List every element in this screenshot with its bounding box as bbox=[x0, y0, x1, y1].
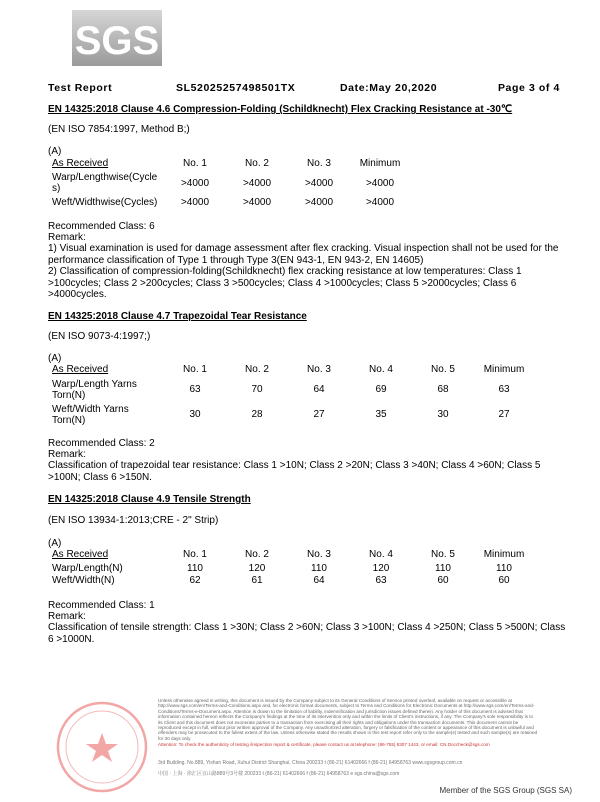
column-header: No. 4 bbox=[369, 549, 393, 560]
report-number: SL52025257498501TX bbox=[176, 82, 296, 94]
column-header: No. 5 bbox=[431, 549, 455, 560]
table-cell: 120 bbox=[248, 563, 266, 574]
table-cell: 60 bbox=[437, 575, 449, 586]
table-cell: 120 bbox=[372, 563, 390, 574]
column-header: Minimum bbox=[483, 364, 525, 375]
attention-text: Attention: To check the authenticity of testing /inspection report & certificate, please contact us at telephone: (86-755) 8307 1443, or email: CN.Doccheck@sgs.com bbox=[158, 742, 490, 748]
table-cell: 63 bbox=[375, 575, 387, 586]
table-cell: >4000 bbox=[180, 178, 210, 189]
test-method: (EN ISO 13934-1:2013;CRE - 2" Strip) bbox=[48, 515, 219, 526]
column-header: No. 2 bbox=[245, 549, 269, 560]
report-label: Test Report bbox=[48, 82, 113, 94]
table-cell: >4000 bbox=[180, 197, 210, 208]
sgs-logo bbox=[72, 10, 162, 66]
table-cell: 35 bbox=[375, 409, 387, 420]
column-header: No. 4 bbox=[369, 364, 393, 375]
remark-note: Classification of tensile strength: Class 1 >30N; Class 2 >60N; Class 3 >100N; Class 4 >250N; Class 5 >500N; Class 6 >1000N. bbox=[48, 622, 566, 645]
column-header: As Received bbox=[52, 549, 109, 560]
table-cell: 63 bbox=[189, 384, 201, 395]
table-cell: 63 bbox=[498, 384, 510, 395]
column-header: No. 3 bbox=[307, 549, 331, 560]
footer-disclaimer bbox=[158, 698, 538, 748]
recommended-class: Recommended Class: 1 bbox=[48, 600, 155, 611]
sample-label: (A) bbox=[48, 353, 62, 364]
remark-note: 2) Classification of compression-folding(Schildknecht) flex cracking resistance at low temperatures: Class 1 >100cycles; Class 2 >200cycles; Class 3 >500cycles; Class 4 >1000cycles; Class 5 >2000cycles; Class 6 >4000cycles. bbox=[48, 266, 522, 300]
section-title-tensile-strength: EN 14325:2018 Clause 4.9 Tensile Strength bbox=[48, 494, 251, 505]
column-header: No. 1 bbox=[183, 364, 207, 375]
table-cell: 61 bbox=[251, 575, 263, 586]
address-cn: 中国 · 上海 · 徐汇区宜山路889号3号楼 200233 t (86-21) 61402666 f (86-21) 64958763 e sgs.china@sgs.com bbox=[158, 771, 400, 777]
test-method: (EN ISO 9073-4:1997;) bbox=[48, 331, 151, 342]
row-label: Weft/Widthwise(Cycles) bbox=[52, 197, 158, 208]
column-header: No. 2 bbox=[245, 364, 269, 375]
table-cell: >4000 bbox=[365, 197, 395, 208]
table-cell: 60 bbox=[498, 575, 510, 586]
row-label: Torn(N) bbox=[52, 415, 86, 426]
column-header: No. 1 bbox=[183, 158, 207, 169]
table-cell: 110 bbox=[311, 563, 327, 574]
table-cell: >4000 bbox=[304, 197, 334, 208]
row-label: s) bbox=[52, 183, 61, 194]
test-method: (EN ISO 7854:1997, Method B;) bbox=[48, 124, 190, 135]
column-header: Minimum bbox=[483, 549, 525, 560]
column-header: No. 3 bbox=[307, 158, 331, 169]
table-cell: 64 bbox=[313, 384, 325, 395]
disclaimer-text: Unless otherwise agreed in writing, this document is issued by the Company subject to its General Conditions of Service printed overleaf, available on request or accessible at http://www.sgs.com/en/Terms-and-Conditions.aspx and, for electronic format documents, subject to Terms and Conditions for Electronic Documents at http://www.sgs.com/en/Terms-and-Conditions/Terms-e-Document.aspx. Attention is drawn to the limitation of liability, indemnification and jurisdiction issues defined therein. Any holder of this document is advised that information contained hereon reflects the Company's findings at the time of its intervention only and within the limits of Client's instructions, if any. The Company's sole responsibility is to its Client and this document does not exonerate parties to a transaction from exercising all their rights and obligations under the transaction documents. This document cannot be reproduced except in full, without prior written approval of the Company. Any unauthorized alteration, forgery or falsification of the content or appearance of this document is unlawful and offenders may be prosecuted to the fullest extent of the law. Unless otherwise stated the results shown in this test report refer only to the sample(s) tested and such sample(s) are retained for 30 days only. bbox=[158, 698, 538, 741]
recommended-class: Recommended Class: 2 bbox=[48, 438, 155, 449]
table-cell: 70 bbox=[251, 384, 263, 395]
remark-label: Remark: bbox=[48, 232, 86, 243]
company-seal bbox=[52, 697, 152, 797]
row-label: Warp/Lengthwise(Cycle bbox=[52, 172, 158, 183]
table-cell: 64 bbox=[313, 575, 325, 586]
remark-label: Remark: bbox=[48, 611, 86, 622]
table-cell: 28 bbox=[251, 409, 263, 420]
logo-text: SGS bbox=[74, 19, 160, 63]
section-title-flex-cracking: EN 14325:2018 Clause 4.6 Compression-Folding (Schildknecht) Flex Cracking Resistance at -30℃ bbox=[48, 104, 513, 115]
table-cell: 27 bbox=[498, 409, 510, 420]
column-header: No. 2 bbox=[245, 158, 269, 169]
column-header: No. 1 bbox=[183, 549, 207, 560]
table-cell: 69 bbox=[375, 384, 387, 395]
table-cell: 110 bbox=[435, 563, 451, 574]
table-cell: 68 bbox=[437, 384, 449, 395]
remark-label: Remark: bbox=[48, 449, 86, 460]
table-cell: 110 bbox=[496, 563, 512, 574]
section-title-tear-resistance: EN 14325:2018 Clause 4.7 Trapezoidal Tear Resistance bbox=[48, 311, 307, 322]
remark-note: Classification of trapezoidal tear resistance: Class 1 >10N; Class 2 >20N; Class 3 >40N; Class 4 >60N; Class 5 >100N; Class 6 >150N. bbox=[48, 460, 541, 483]
row-label: Torn(N) bbox=[52, 390, 86, 401]
column-header: Minimum bbox=[359, 158, 401, 169]
table-cell: >4000 bbox=[242, 178, 272, 189]
table-cell: 110 bbox=[187, 563, 203, 574]
table-cell: 30 bbox=[189, 409, 201, 420]
column-header: As Received bbox=[52, 158, 109, 169]
table-cell: >4000 bbox=[304, 178, 334, 189]
table-cell: 30 bbox=[437, 409, 449, 420]
recommended-class: Recommended Class: 6 bbox=[48, 221, 155, 232]
column-header: No. 5 bbox=[431, 364, 455, 375]
row-label: Warp/Length(N) bbox=[52, 563, 123, 574]
report-date: Date:May 20,2020 bbox=[340, 82, 438, 94]
sample-label: (A) bbox=[48, 146, 62, 157]
row-label: Weft/Width Yarns bbox=[52, 404, 129, 415]
column-header: As Received bbox=[52, 364, 109, 375]
address-en: 3rd Building, No.889, Yishan Road, Xuhui District Shanghai, China 200233 t (86-21) 61402666 f (86-21) 64958763 www.sgsgroup.com.cn bbox=[158, 760, 463, 766]
table-cell: 27 bbox=[313, 409, 325, 420]
table-cell: 62 bbox=[189, 575, 201, 586]
remark-note: 1) Visual examination is used for damage assessment after flex cracking. Visual inspection shall not be used for the performance classification of Type 1 through Type 3(EN 943-1, EN 943-2, EN 14605) bbox=[48, 243, 559, 266]
table-cell: >4000 bbox=[365, 178, 395, 189]
column-header: No. 3 bbox=[307, 364, 331, 375]
sample-label: (A) bbox=[48, 538, 62, 549]
report-header bbox=[48, 82, 560, 96]
table-cell: >4000 bbox=[242, 197, 272, 208]
row-label: Warp/Length Yarns bbox=[52, 379, 137, 390]
row-label: Weft/Width(N) bbox=[52, 575, 115, 586]
member-text: Member of the SGS Group (SGS SA) bbox=[439, 786, 572, 795]
page-number: Page 3 of 4 bbox=[497, 82, 560, 94]
